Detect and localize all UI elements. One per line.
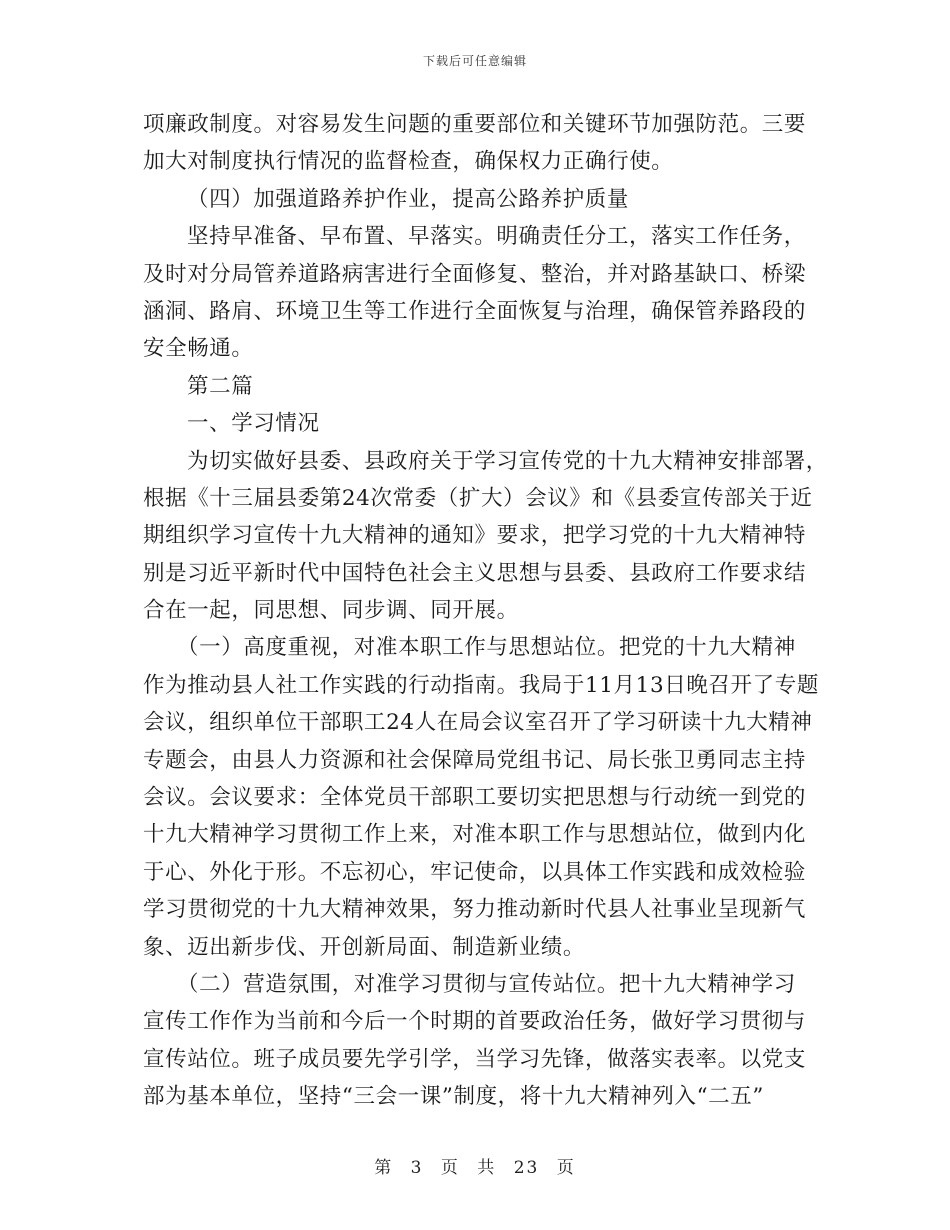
paragraph-start: （一）高度重视，对准本职工作与思想站位。把党的十九大精神: [177, 635, 796, 661]
header-note: 下载后可任意编辑: [422, 54, 527, 68]
paragraph-start: 坚持早准备、早布置、早落实。明确责任分工，落实工作任务，: [187, 224, 806, 250]
text-line: 别是习近平新时代中国特色社会主义思想与县委、县政府工作要求结: [143, 560, 807, 586]
text-line: 学习贯彻党的十九大精神效果，努力推动新时代县人社事业呈现新气: [143, 897, 807, 923]
paragraph-start: 为切实做好县委、县政府关于学习宣传党的十九大精神安排部署，: [187, 448, 828, 474]
text-line: 涵洞、路肩、环境卫生等工作进行全面恢复与治理，确保管养路段的: [143, 298, 807, 324]
text-line: 及时对分局管养道路病害进行全面修复、整治，并对路基缺口、桥梁: [143, 261, 807, 287]
text-line: 于心、外化于形。不忘初心，牢记使命，以具体工作实践和成效检验: [143, 859, 807, 885]
paragraph-start: （二）营造氛围，对准学习贯彻与宣传站位。把十九大精神学习: [177, 971, 796, 997]
page-number-footer: 第 3 页 共 23 页: [374, 1158, 576, 1178]
text-line: 期组织学习宣传十九大精神的通知》要求，把学习党的十九大精神特: [143, 523, 807, 549]
text-line: 安全畅通。: [143, 336, 254, 362]
text-line: 项廉政制度。对容易发生问题的重要部位和关键环节加强防范。三要: [143, 112, 807, 137]
text-line: 象、迈出新步伐、开创新局面、制造新业绩。: [143, 934, 586, 960]
text-line: 专题会，由县人力资源和社会保障局党组书记、局长张卫勇同志主持: [143, 747, 807, 773]
text-line: 会议。会议要求：全体党员干部职工要切实把思想与行动统一到党的: [143, 785, 807, 811]
section-heading: 一、学习情况: [187, 411, 320, 437]
text-line: 部为基本单位，坚持“三会一课”制度，将十九大精神列入“二五”: [143, 1084, 764, 1110]
text-line: 作为推动县人社工作实践的行动指南。我局于11月13日晚召开了专题: [143, 672, 819, 698]
section-heading: （四）加强道路养护作业，提高公路养护质量: [187, 186, 630, 212]
text-line: 十九大精神学习贯彻工作上来，对准本职工作与思想站位，做到内化: [143, 822, 807, 848]
text-line: 会议，组织单位干部职工24人在局会议室召开了学习研读十九大精神: [143, 710, 813, 736]
body-text: [143, 106, 828, 1116]
text-line: 宣传工作作为当前和今后一个时期的首要政治任务，做好学习贯彻与: [143, 1009, 807, 1035]
text-line: 合在一起，同思想、同步调、同开展。: [143, 598, 519, 624]
chapter-title: 第二篇: [187, 373, 254, 399]
text-line: 根据《十三届县委第24次常委（扩大）会议》和《县委宣传部关于近: [143, 485, 813, 511]
text-line: 宣传站位。班子成员要先学引学，当学习先锋，做落实表率。以党支: [143, 1046, 807, 1072]
text-line: 加大对制度执行情况的监督检查，确保权力正确行使。: [143, 149, 674, 175]
